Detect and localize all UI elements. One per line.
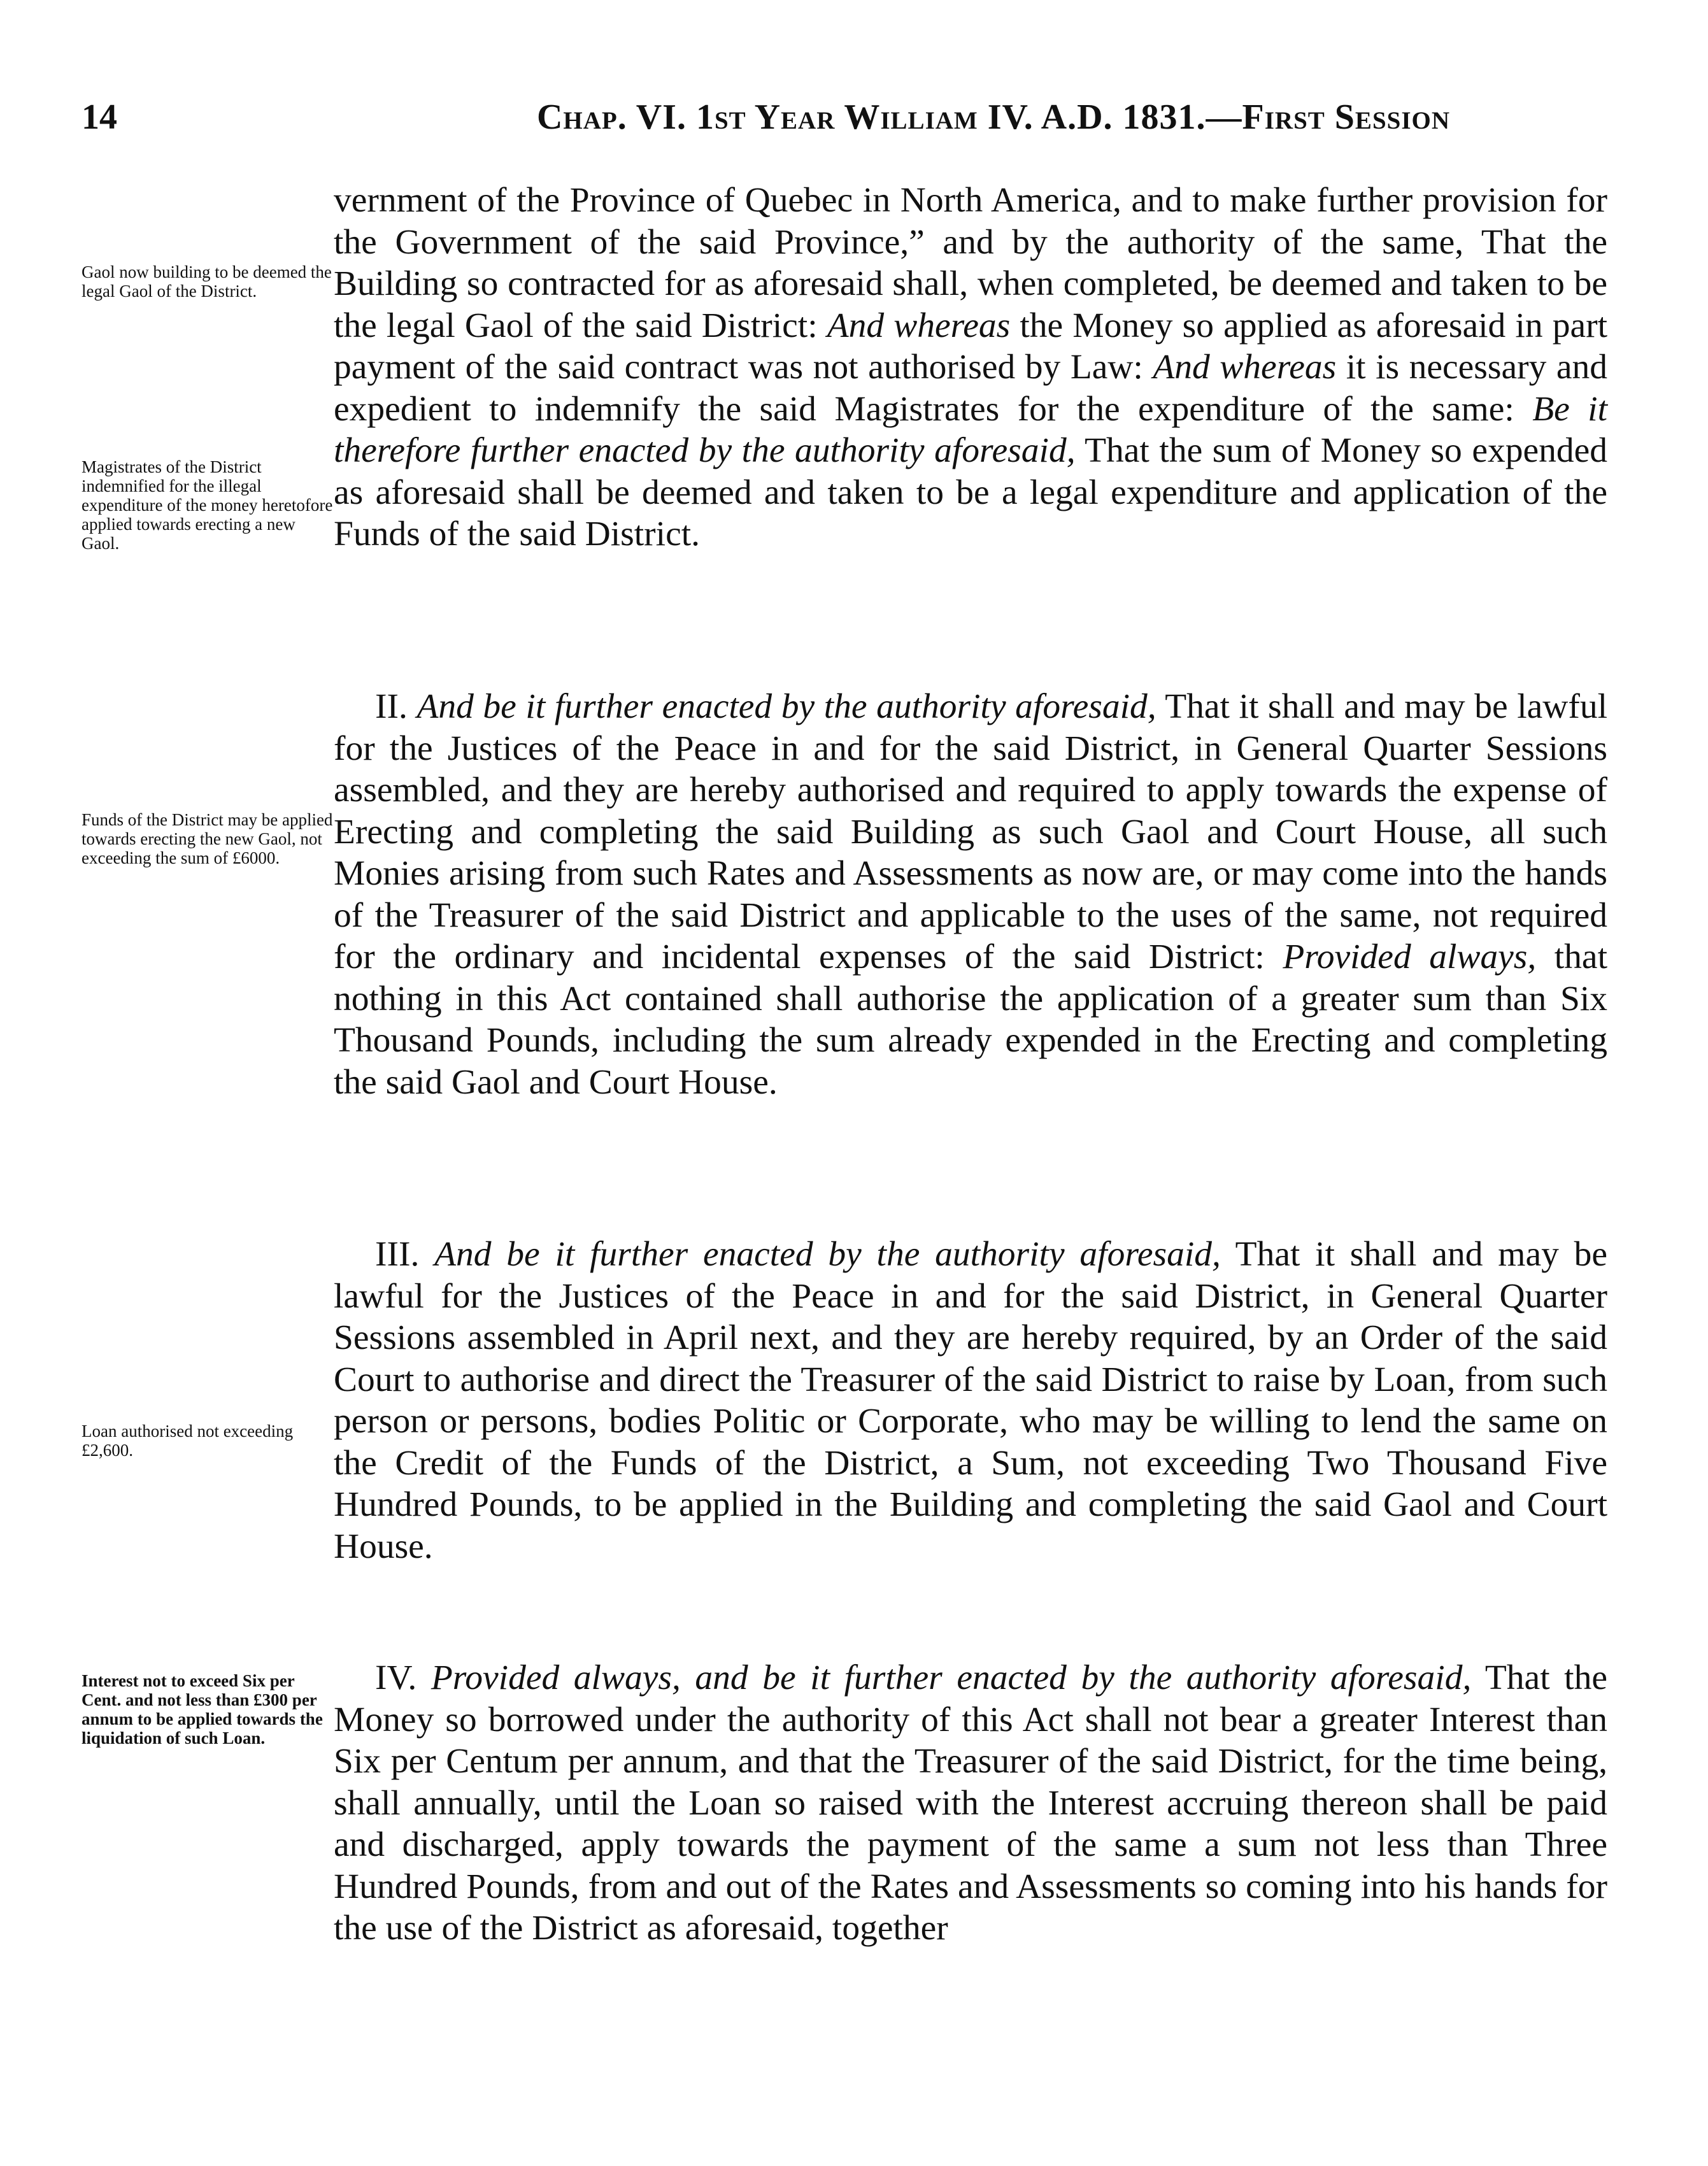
margin-note-gaol: Gaol now building to be deemed the legal Gaol of the District.: [82, 262, 332, 301]
section-number: IV.: [375, 1658, 431, 1697]
text-run: it is necessary and expedient to indemnify the said Magistrates for the expenditure of the same:: [334, 348, 1607, 429]
italic-run: And whereas: [827, 306, 1011, 345]
text-run: the Money so applied as aforesaid in part payment of the said contract was not authorised by Law:: [334, 306, 1608, 387]
margin-note-interest: Interest not to exceed Six per Cent. and not less than £300 per annum to be applied towards the liquidation of such Loan.: [82, 1671, 323, 1748]
margin-note-loan: Loan authorised not exceeding £2,600.: [82, 1421, 294, 1460]
italic-run: And be it further enacted by the authority aforesaid,: [434, 1235, 1221, 1274]
paragraph-continuation: [334, 180, 1607, 555]
margin-note-indemnity: Magistrates of the District indemnified for the illegal expenditure of the money heretofore applied towards erecting a new Gaol.: [82, 457, 333, 553]
section-number: III.: [375, 1235, 435, 1274]
text-run: vernment of the Province of Quebec in North America, and to make further provision for the Government of the said Province,” and by the authority of the same, That the Building so contracted for as aforesaid shall, when completed, be deemed and taken to be the legal Gaol of the said District:: [334, 181, 1607, 345]
text-run: That the sum of Money so expended as aforesaid shall be deemed and taken to be a legal expenditure and application of the Funds of the said District.: [334, 431, 1607, 553]
text-run: that nothing in this Act contained shall authorise the application of a greater sum than Six Thousand Pounds, including the sum already expended in the Erecting and completing the said Gaol and Court House.: [334, 937, 1607, 1102]
text-run: That it shall and may be lawful for the Justices of the Peace in and for the said District, in General Quarter Sessions assembled in April next, and they are hereby required, by an Order of the said Court to authorise and direct the Treasurer of the said District to raise by Loan, from such person or persons, bodies Politic or Corporate, who may be willing to lend the same on the Credit of the Funds of the District, a Sum, not exceeding Two Thousand Five Hundred Pounds, to be applied in the Building and completing the said Gaol and Court House.: [334, 1235, 1608, 1566]
section-iv: [334, 1657, 1607, 1949]
running-head: Chap. VI. 1st Year William IV. A.D. 1831.—First Session: [536, 97, 1450, 137]
italic-run: Be it therefore further enacted by the authority aforesaid,: [334, 389, 1607, 470]
section-ii: [334, 686, 1607, 1103]
italic-run: And be it further enacted by the authority aforesaid,: [416, 687, 1156, 726]
italic-run: Provided always, and be it further enacted by the authority aforesaid,: [431, 1658, 1472, 1697]
italic-run: And whereas: [1153, 348, 1337, 387]
section-number: II.: [375, 687, 417, 726]
italic-run: Provided always,: [1283, 937, 1537, 976]
margin-note-funds: Funds of the District may be applied towards erecting the new Gaol, not exceeding the sum of £6000.: [82, 810, 333, 867]
text-run: That the Money so borrowed under the authority of this Act shall not bear a greater Interest than Six per Centum per annum, and that the Treasurer of the said District, for the time being, shall annually, until the Loan so raised with the Interest accruing thereon shall be paid and discharged, apply towards the payment of the same a sum not less than Three Hundred Pounds, from and out of the Rates and Assessments so coming into his hands for the use of the District as aforesaid, together: [334, 1658, 1607, 1948]
page-number: 14: [82, 97, 117, 137]
section-iii: [334, 1234, 1607, 1567]
text-run: That it shall and may be lawful for the Justices of the Peace in and for the said District, in General Quarter Sessions assembled, and they are hereby authorised and required to apply towards the expense of Erecting and completing the said Building as such Gaol and Court House, all such Monies arising from such Rates and Assessments as now are, or may come into the hands of the Treasurer of the said District and applicable to the uses of the same, not required for the ordinary and incidental expenses of the said District:: [334, 687, 1608, 976]
